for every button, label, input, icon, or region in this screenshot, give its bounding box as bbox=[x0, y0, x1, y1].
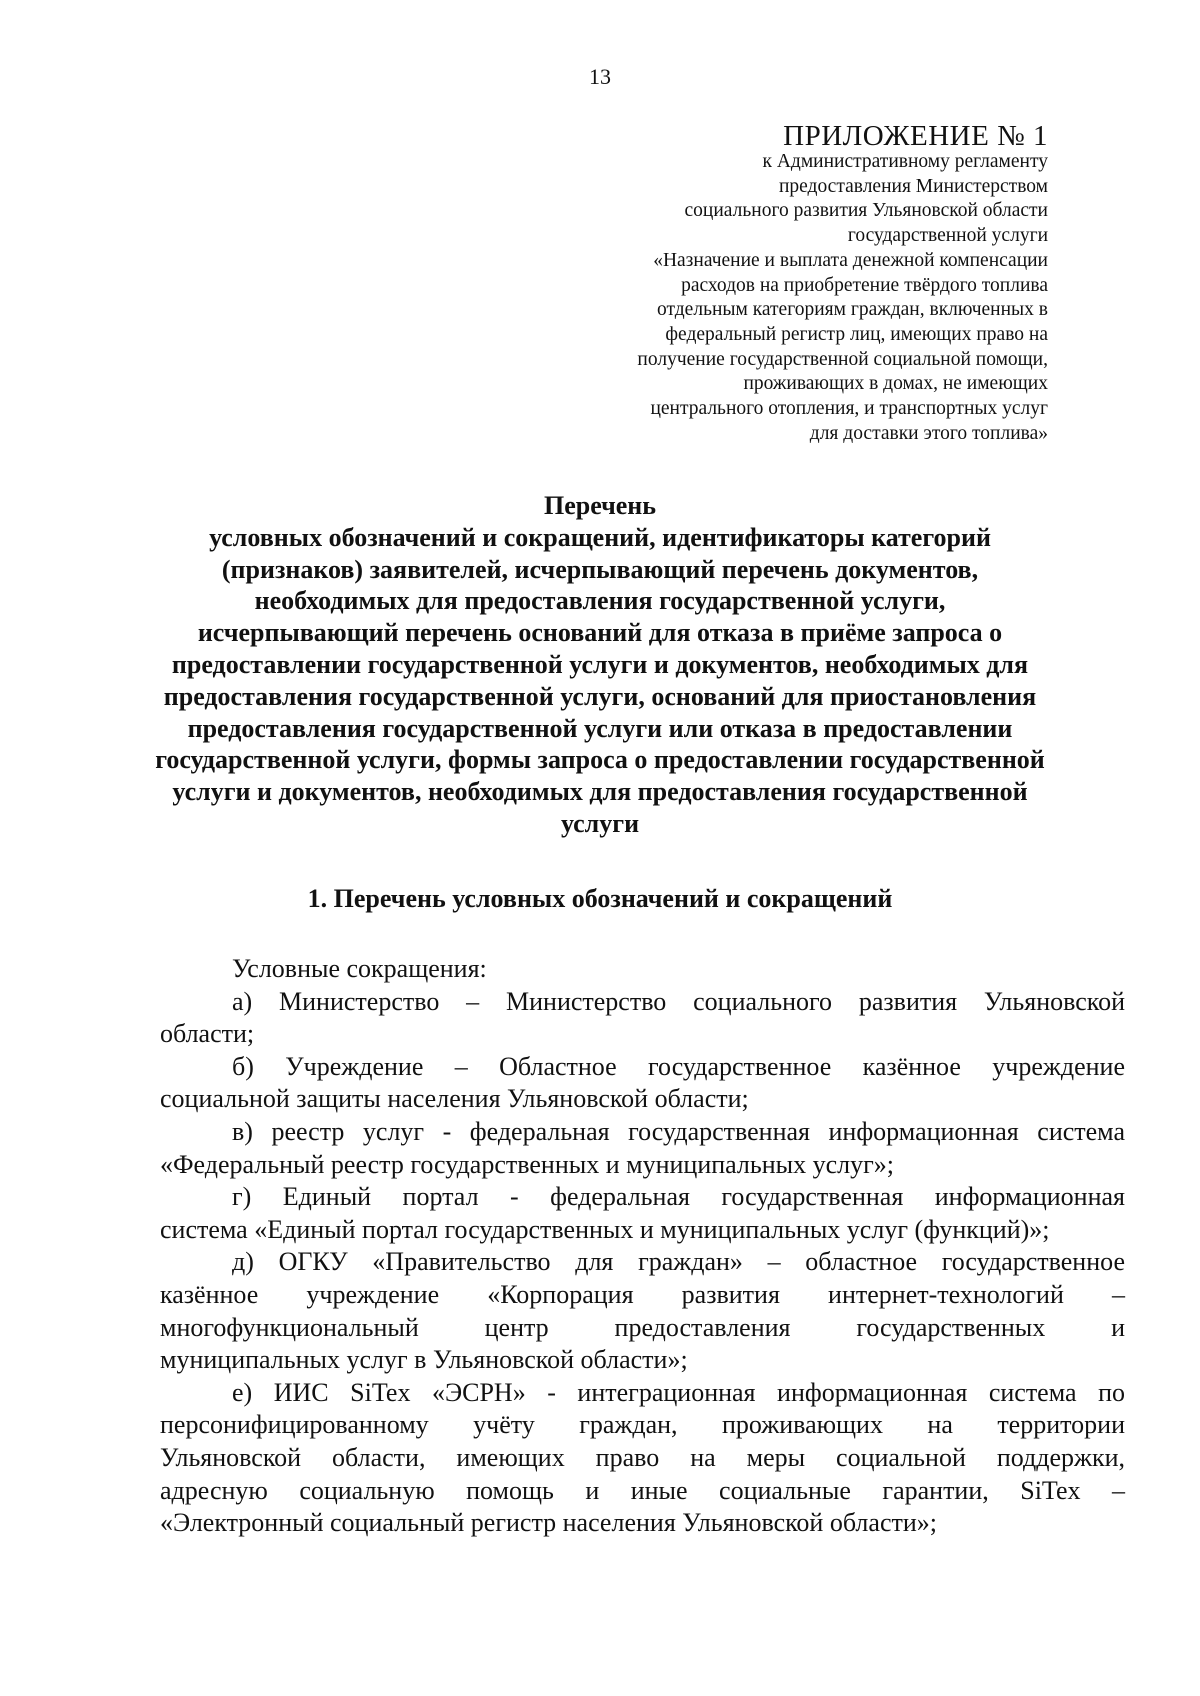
abbreviation-line: персонифицированному учёту граждан, проживающих на территории bbox=[160, 1410, 1125, 1440]
appendix-line: к Административному регламенту bbox=[762, 151, 1048, 172]
appendix-title: ПРИЛОЖЕНИЕ № 1 bbox=[783, 120, 1048, 152]
appendix-line: отдельным категориям граждан, включенных в bbox=[657, 299, 1048, 321]
abbreviation-line: г) Единый портал - федеральная государственная информационная bbox=[232, 1182, 1125, 1212]
appendix-line: социального развития Ульяновской области bbox=[684, 200, 1048, 222]
appendix-line: расходов на приобретение твёрдого топлива bbox=[681, 274, 1048, 296]
appendix-line: центрального отопления, и транспортных услуг bbox=[650, 398, 1048, 420]
abbreviation-line: области; bbox=[160, 1019, 255, 1049]
document-title-line: предоставления государственной услуги, оснований для приостановления bbox=[163, 681, 1037, 711]
abbreviation-line: социальной защиты населения Ульяновской области; bbox=[160, 1084, 749, 1114]
document-title-line: Перечень bbox=[543, 491, 657, 520]
appendix-line: государственной услуги bbox=[847, 225, 1048, 247]
document-title-line: услуги bbox=[560, 808, 640, 838]
abbreviation-item-f bbox=[160, 1377, 1125, 1540]
abbreviation-line: «Федеральный реестр государственных и муниципальных услуг»; bbox=[160, 1149, 895, 1179]
appendix-line: проживающих в домах, не имеющих bbox=[743, 373, 1048, 395]
abbreviation-item-c bbox=[160, 1116, 1125, 1181]
appendix-line: федеральный регистр лиц, имеющих право на bbox=[665, 323, 1048, 345]
document-title-line: (признаков) заявителей, исчерпывающий перечень документов, bbox=[221, 554, 979, 584]
abbreviation-line: система «Единый портал государственных и муниципальных услуг (функций)»; bbox=[160, 1214, 1050, 1244]
appendix-line: предоставления Министерством bbox=[778, 175, 1048, 197]
document-title bbox=[140, 490, 1060, 840]
appendix-line: «Назначение и выплата денежной компенсации bbox=[653, 249, 1048, 271]
abbreviation-item-b bbox=[160, 1051, 1125, 1116]
section-body bbox=[160, 953, 1125, 1540]
abbreviation-line: «Электронный социальный регистр населения Ульяновской области»; bbox=[160, 1508, 937, 1538]
document-title-line: исчерпывающий перечень оснований для отказа в приёме запроса о bbox=[197, 618, 1003, 648]
abbreviation-line: муниципальных услуг в Ульяновской области»; bbox=[160, 1345, 688, 1375]
abbreviation-line: Ульяновской области, имеющих право на меры социальной поддержки, bbox=[160, 1442, 1125, 1472]
appendix-line: для доставки этого топлива» bbox=[809, 422, 1048, 444]
document-title-line: предоставления государственной услуги или отказа в предоставлении bbox=[187, 713, 1013, 743]
abbreviation-line: адресную социальную помощь и иные социальные гарантии, SiTex – bbox=[160, 1475, 1125, 1505]
section-heading: 1. Перечень условных обозначений и сокращений bbox=[307, 884, 893, 913]
appendix-line: получение государственной социальной помощи, bbox=[637, 348, 1048, 370]
abbreviation-line: а) Министерство – Министерство социального развития Ульяновской bbox=[232, 986, 1125, 1016]
appendix-reference bbox=[488, 150, 1048, 446]
abbreviation-line: б) Учреждение – Областное государственное казённое учреждение bbox=[232, 1051, 1125, 1081]
document-title-line: государственной услуги, формы запроса о предоставлении государственной bbox=[155, 745, 1045, 775]
abbreviation-line: казённое учреждение «Корпорация развития интернет-технологий – bbox=[160, 1279, 1125, 1309]
abbreviation-line: д) ОГКУ «Правительство для граждан» – областное государственное bbox=[232, 1247, 1125, 1277]
page-number: 13 bbox=[589, 64, 611, 89]
abbreviations-intro: Условные сокращения: bbox=[232, 954, 487, 983]
document-title-line: условных обозначений и сокращений, идентификаторы категорий bbox=[209, 522, 991, 552]
abbreviation-line: в) реестр услуг - федеральная государственная информационная система bbox=[232, 1116, 1125, 1146]
abbreviation-item-d bbox=[160, 1181, 1125, 1246]
document-title-line: необходимых для предоставления государственной услуги, bbox=[254, 586, 946, 616]
abbreviation-line: е) ИИС SiTex «ЭСРН» - интеграционная информационная система по bbox=[232, 1377, 1125, 1407]
document-title-line: предоставлении государственной услуги и документов, необходимых для bbox=[171, 649, 1029, 679]
abbreviation-line: многофункциональный центр предоставления государственных и bbox=[160, 1312, 1125, 1342]
document-title-line: услуги и документов, необходимых для предоставления государственной bbox=[172, 777, 1028, 807]
abbreviation-item-e bbox=[160, 1246, 1125, 1376]
abbreviation-item-a bbox=[160, 986, 1125, 1051]
